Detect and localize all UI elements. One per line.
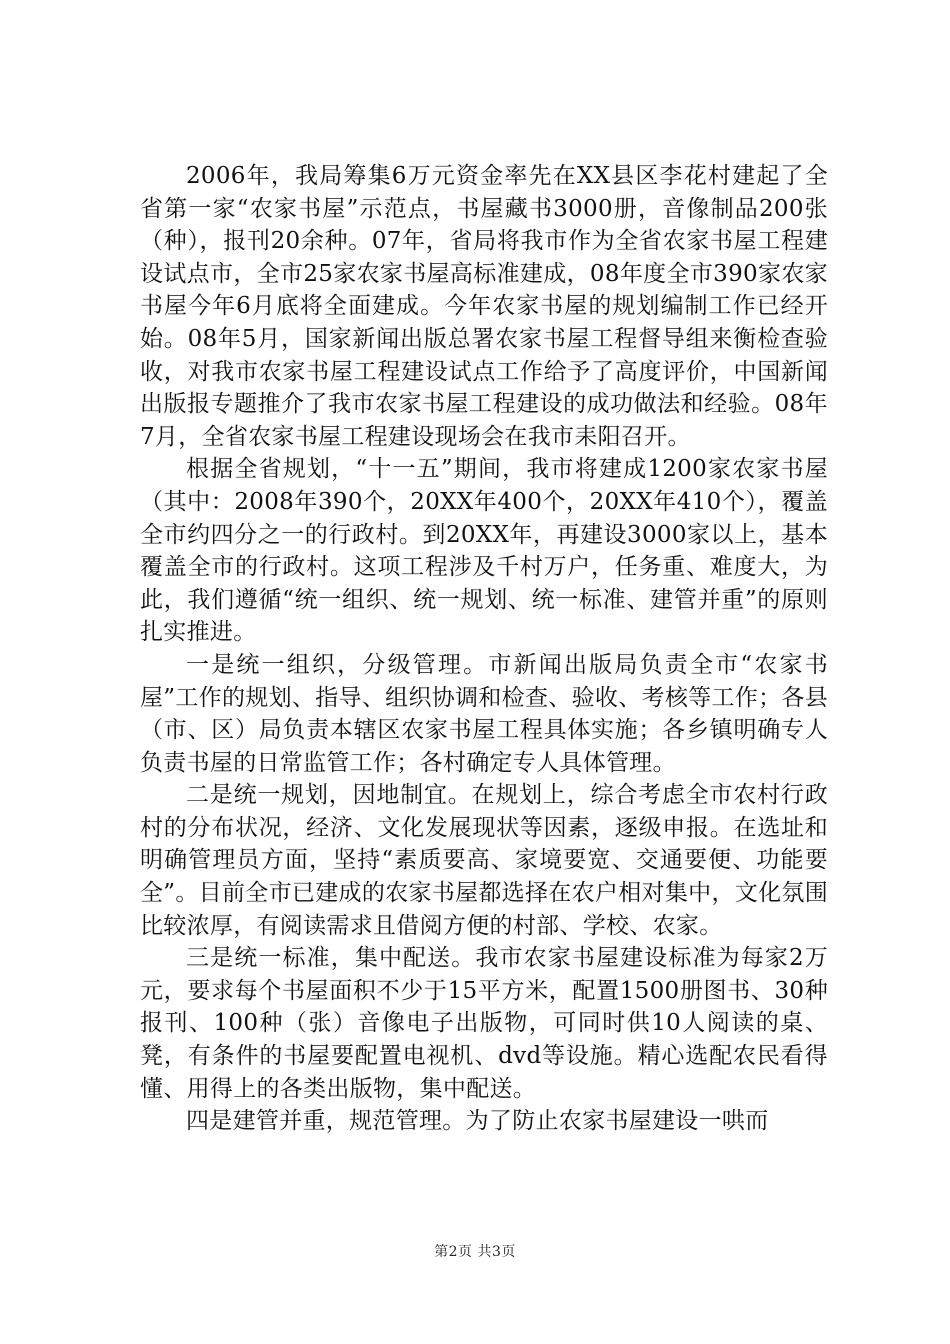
paragraph-management: 四是建管并重，规范管理。为了防止农家书屋建设一哄而 (186, 1108, 769, 1135)
paragraph-intro: 2006年，我局筹集6万元资金率先在XX县区李花村建起了全省第一家“农家书屋”示范点，书屋藏书3000册，音像制品200张（种），报刊20余种。07年，省局将我市作为全省农家书屋工程建设试点市，全市25家农家书屋高标准建成，08年度全市390家农家书屋今年6月底将全面建成。今年农家书屋的规划编制工作已经开始。08年5月，国家新闻出版总署农家书屋工程督导组来衡检查验收，对我市农家书屋工程建设试点工作给予了高度评价，中国新闻出版报专题推介了我市农家书屋工程建设的成功做法和经验。08年7月，全省农家书屋工程建设现场会在我市耒阳召开。 (140, 163, 828, 450)
paragraph-planning: 二是统一规划，因地制宜。在规划上，综合考虑全市农村行政村的分布状况，经济、文化发展现状等因素，逐级申报。在选址和明确管理员方面，坚持“素质要高、家境要宽、交通要便、功能要全”。目前全市已建成的农家书屋都选择在农户相对集中，文化氛围比较浓厚，有阅读需求且借阅方便的村部、学校、农家。 (140, 782, 828, 939)
document-body (140, 160, 828, 1138)
paragraph-plan: 根据全省规划，“十一五”期间，我市将建成1200家农家书屋（其中：2008年390个，20XX年400个，20XX年410个），覆盖全市约四分之一的行政村。到20XX年，再建设3000家以上，基本覆盖全市的行政村。这项工程涉及千村万户，任务重、难度大，为此，我们遵循“统一组织、统一规划、统一标准、建管并重”的原则扎实推进。 (140, 456, 828, 646)
page-footer: 第2页 共3页 (434, 1244, 516, 1260)
paragraph-organization: 一是统一组织，分级管理。市新闻出版局负责全市“农家书屋”工作的规划、指导、组织协调和检查、验收、考核等工作；各县（市、区）局负责本辖区农家书屋工程具体实施；各乡镇明确专人负责书屋的日常监管工作；各村确定专人具体管理。 (140, 651, 828, 776)
paragraph-standards: 三是统一标准，集中配送。我市农家书屋建设标准为每家2万元，要求每个书屋面积不少于15平方米，配置1500册图书、30种报刊、100种（张）音像电子出版物，可同时供10人阅读的桌、凳，有条件的书屋要配置电视机、dvd等设施。精心选配农民看得懂、用得上的各类出版物，集中配送。 (140, 945, 828, 1102)
